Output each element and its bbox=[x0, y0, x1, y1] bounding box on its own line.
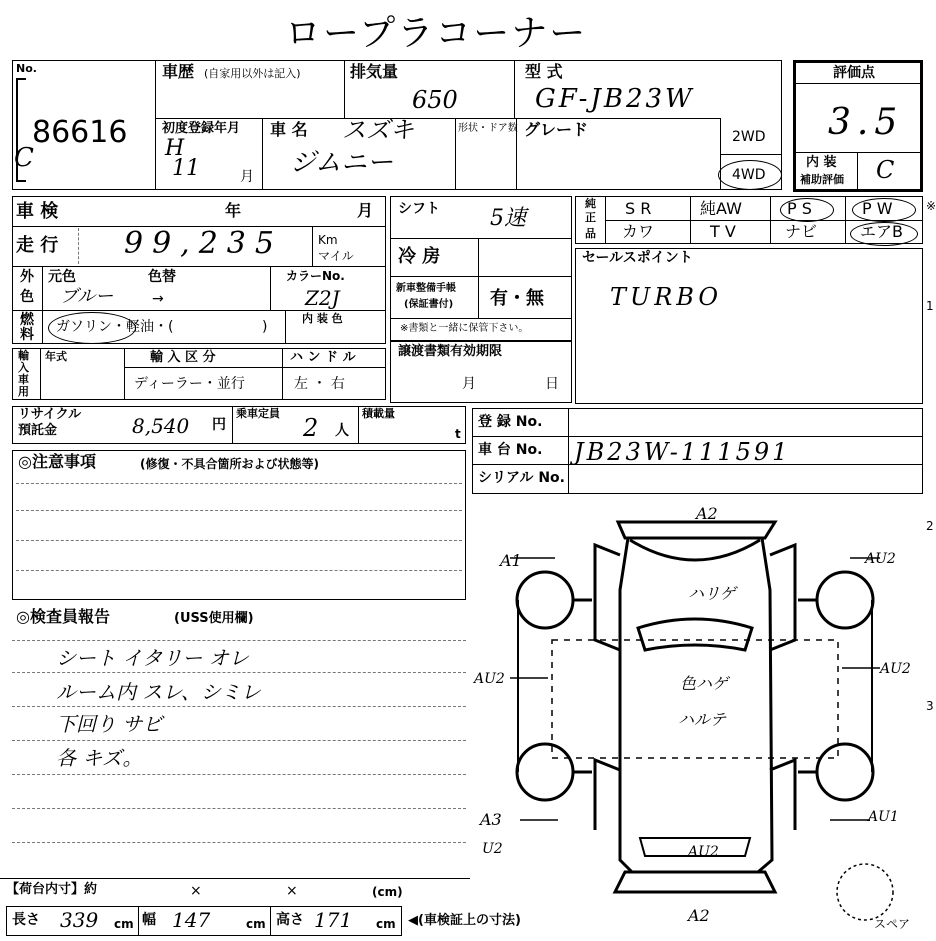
sales-point-label: セールスポイント bbox=[582, 250, 693, 266]
import-l1: 輸 bbox=[18, 349, 29, 362]
capacity-value: 2 bbox=[303, 414, 319, 442]
side-text-3: 2 bbox=[926, 519, 934, 533]
mark-roof2: ハルテ bbox=[678, 710, 727, 729]
recycle-unit: 円 bbox=[212, 417, 226, 433]
maintenance-value: 有・無 bbox=[490, 288, 544, 309]
exterior-l1: 外 bbox=[20, 269, 34, 285]
lot-label: No. bbox=[16, 62, 37, 75]
recycle-value: 8,540 bbox=[132, 414, 190, 438]
equip-aw: 純AW bbox=[700, 199, 742, 218]
displacement-label: 排気量 bbox=[350, 62, 399, 81]
fuel-l1: 燃 bbox=[20, 312, 34, 328]
color-change-label: 色替 bbox=[148, 269, 176, 285]
equip-leather: カワ bbox=[622, 222, 655, 241]
inspector-sub: (USS使用欄) bbox=[174, 611, 254, 626]
mileage-label: 走 行 bbox=[16, 235, 59, 256]
import-l2: 入 bbox=[18, 361, 29, 374]
chassis-value: JB23W-111591 bbox=[574, 438, 791, 466]
import-type-label: 輸 入 区 分 bbox=[150, 350, 216, 365]
import-year-label: 年式 bbox=[45, 350, 67, 363]
side-text-4: 3 bbox=[926, 699, 934, 713]
shift-block bbox=[390, 196, 572, 341]
first-reg-month: 11 bbox=[172, 156, 200, 181]
first-reg-label: 初度登録年月 bbox=[162, 121, 241, 136]
load-unit: t bbox=[455, 427, 461, 441]
inspector-label: ◎検査員報告 bbox=[16, 607, 110, 626]
mileage-unit-mile: マイル bbox=[318, 249, 354, 263]
hei-value: 171 bbox=[314, 908, 353, 932]
registration-label: 登 録 No. bbox=[478, 414, 543, 430]
first-reg-unit: 月 bbox=[240, 169, 254, 185]
score-value: 3.5 bbox=[828, 102, 904, 143]
capacity-label: 乗車定員 bbox=[236, 407, 280, 420]
equip-ps-circle bbox=[780, 198, 834, 222]
side-text-2: 1 bbox=[926, 299, 934, 313]
mark-hood: ハリゲ bbox=[688, 584, 736, 603]
bed-x1: × bbox=[190, 883, 202, 899]
notes-label: ◎注意事項 bbox=[18, 452, 96, 471]
serial-label: シリアル No. bbox=[478, 470, 565, 486]
bed-x2: × bbox=[286, 883, 298, 899]
model-label: 型 式 bbox=[525, 62, 563, 81]
import-l4: 用 bbox=[18, 385, 29, 398]
import-handle-label: ハ ン ド ル bbox=[290, 350, 356, 365]
mark-roof: 色ハゲ bbox=[680, 674, 729, 693]
dims-note: ◀(車検証上の寸法) bbox=[408, 913, 521, 928]
interior-sub: 補助評価 bbox=[800, 173, 844, 186]
import-type-value: ディーラー・並行 bbox=[134, 376, 245, 392]
drive-4wd: 4WD bbox=[732, 167, 766, 183]
len-unit: cm bbox=[114, 917, 134, 931]
interior-label: 内 装 bbox=[806, 155, 837, 170]
page-title: ロープラコーナー bbox=[285, 13, 588, 54]
len-label: 長さ bbox=[12, 912, 40, 928]
wid-value: 147 bbox=[172, 908, 211, 932]
notes-block bbox=[12, 450, 466, 600]
color-no-value: Z2J bbox=[305, 286, 340, 310]
lot-mark: C bbox=[14, 143, 34, 173]
hei-unit: cm bbox=[376, 917, 396, 931]
inspection-year: 年 bbox=[225, 201, 242, 220]
mark-top: A2 bbox=[696, 504, 718, 523]
sales-point-block bbox=[575, 248, 923, 404]
mark-bottom: A2 bbox=[688, 906, 710, 925]
first-reg-year: H bbox=[165, 136, 185, 161]
bed-unit: (cm) bbox=[372, 885, 403, 899]
recycle-l1: リサイクル bbox=[18, 407, 82, 422]
interior-value: C bbox=[876, 156, 895, 184]
chassis-label: 車 台 No. bbox=[478, 442, 543, 458]
mark-rear-right: AU1 bbox=[868, 809, 899, 825]
displacement-value: 650 bbox=[412, 86, 458, 114]
history-sub: (自家用以外は記入) bbox=[204, 67, 301, 80]
import-l3: 車 bbox=[18, 373, 29, 386]
maintenance-note: ※書類と一緒に保管下さい。 bbox=[400, 323, 529, 334]
mileage-unit-km: Km bbox=[318, 233, 338, 247]
grade-label: グレード bbox=[524, 120, 589, 139]
mark-front-left: A1 bbox=[500, 551, 522, 570]
inspector-line-4: 各 キズ。 bbox=[56, 746, 143, 770]
wid-unit: cm bbox=[246, 917, 266, 931]
history-label: 車歴 bbox=[162, 62, 195, 81]
color-change-arrow: → bbox=[152, 291, 164, 307]
genuine-l1: 純 bbox=[585, 197, 596, 210]
bed-label: 【荷台内寸】約 bbox=[6, 882, 98, 897]
fuel-text: ガソリン・軽油・( bbox=[56, 319, 174, 335]
equip-navi: ナビ bbox=[785, 222, 818, 241]
equip-pw-circle bbox=[852, 198, 916, 222]
inspector-line-2: ルーム内 スレ、シミレ bbox=[56, 680, 261, 704]
drive-2wd: 2WD bbox=[732, 129, 766, 145]
interior-color-label: 内 装 色 bbox=[302, 312, 343, 325]
orig-color-label: 元色 bbox=[48, 269, 76, 285]
equip-tv: T V bbox=[710, 222, 736, 241]
mark-side-left: AU2 bbox=[474, 671, 505, 687]
transfer-label: 譲渡書類有効期限 bbox=[398, 344, 503, 359]
inspector-line-1: シート イタリー オレ bbox=[56, 646, 249, 670]
model-value: GF-JB23W bbox=[535, 84, 695, 114]
sales-point-value: TURBO bbox=[610, 283, 723, 311]
shape-doors-label: 形状・ドア数 bbox=[458, 123, 518, 134]
capacity-unit: 人 bbox=[335, 423, 349, 439]
hei-label: 高さ bbox=[276, 912, 304, 928]
fuel-l2: 料 bbox=[20, 327, 34, 343]
fuel-close: ) bbox=[262, 319, 268, 335]
equip-airbag: エアB bbox=[860, 222, 903, 241]
equip-pw: P W bbox=[862, 199, 893, 218]
recycle-l2: 預託金 bbox=[18, 423, 58, 438]
len-value: 339 bbox=[60, 908, 99, 932]
load-label: 積載量 bbox=[362, 407, 395, 420]
mark-front-right: AU2 bbox=[865, 551, 896, 567]
genuine-l2: 正 bbox=[585, 211, 596, 224]
transfer-month: 月 bbox=[462, 376, 476, 392]
shift-value: 5速 bbox=[490, 206, 526, 231]
exterior-l2: 色 bbox=[20, 289, 34, 305]
score-label: 評価点 bbox=[833, 65, 875, 81]
spare-label: スペア bbox=[874, 917, 911, 931]
transfer-day: 日 bbox=[545, 376, 559, 392]
equip-sr: S R bbox=[625, 199, 652, 218]
equip-ps: P S bbox=[787, 199, 812, 218]
mark-rear-left-1: A3 bbox=[480, 810, 502, 829]
maintenance-l1: 新車整備手帳 bbox=[396, 283, 456, 294]
car-name: ジムニー bbox=[290, 148, 393, 178]
fuel-circle bbox=[48, 312, 136, 344]
car-name-label: 車 名 bbox=[270, 120, 308, 139]
lot-number: 86616 bbox=[32, 115, 128, 150]
drive-circle bbox=[718, 160, 782, 190]
car-maker: スズキ bbox=[342, 116, 414, 144]
genuine-l3: 品 bbox=[585, 227, 596, 240]
import-handle-value: 左 ・ 右 bbox=[294, 376, 345, 392]
wid-label: 幅 bbox=[142, 912, 156, 928]
side-text-1: ※ bbox=[926, 199, 936, 213]
mark-side-right: AU2 bbox=[880, 661, 911, 677]
inspection-month: 月 bbox=[357, 201, 374, 220]
mark-rear-left-2: U2 bbox=[482, 841, 503, 857]
orig-color-value: ブルー bbox=[60, 286, 114, 307]
notes-sub: (修復・不具合箇所および状態等) bbox=[140, 457, 319, 471]
aircon-label: 冷 房 bbox=[398, 246, 441, 267]
equip-airbag-circle bbox=[850, 222, 918, 246]
mark-rear: AU2 bbox=[688, 844, 719, 860]
inspector-line-3: 下回り サビ bbox=[56, 712, 163, 736]
maintenance-l2: (保証書付) bbox=[404, 299, 454, 310]
mileage-value: 99,235 bbox=[124, 226, 283, 261]
inspection-label: 車 検 bbox=[16, 201, 59, 222]
shift-label: シフト bbox=[398, 201, 440, 217]
color-no-label: カラーNo. bbox=[286, 269, 345, 283]
